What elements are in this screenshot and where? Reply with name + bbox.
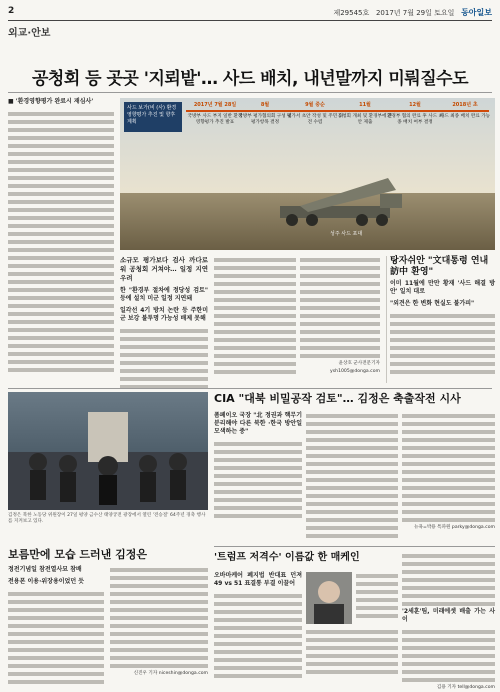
middle-byline: 윤상호 군사전문기자 ysh1005@donga.com bbox=[330, 361, 380, 374]
timeline-item: 12월 환경부 협의 완료 후 사드 최종 배치 여부 결정 bbox=[386, 102, 444, 125]
timeline-item: 2017년 7월 28일 국방부 사드 부지 일반 환경영향평가 추진 발표 bbox=[187, 102, 243, 125]
tang-article-title: 탕자쉬안 "文대통령 연내 訪中 환영" bbox=[390, 256, 489, 277]
headline-rule bbox=[8, 92, 492, 93]
middle-head-3: 일각선 4기 방치 논란 등 주한미군 보강 불투명 가능성 배제 못해 bbox=[120, 307, 208, 322]
tang-article-body bbox=[390, 280, 495, 383]
main-headline: 공청회 등 곳곳 '지뢰밭'… 사드 배치, 내년말까지 미뤄질수도 bbox=[31, 69, 468, 89]
right-lower-column bbox=[402, 552, 495, 690]
cia-kicker: 폼페이오 국장 "北 정권과 핵무기 분리해야 다른 북한 ·한국 방안일 모색하는 중" bbox=[214, 412, 302, 435]
kimjongun-photo-caption: 김정은 북한 노동당 위원장이 27일 평양 금수산 태양궁전 광장에서 열린 '전승절' 64주년 경축 행사를 지켜보고 있다. bbox=[8, 513, 206, 524]
cia-byline: 뉴욕=박용 특파원 parky@donga.com bbox=[414, 525, 495, 530]
trump-body-2 bbox=[306, 628, 398, 686]
tang-kicker: 이미 11월에 만만 황재 '사드 해결 방안' 일치 대로 bbox=[390, 280, 495, 295]
kimjongun-title: 보름만에 모습 드러낸 김정은 bbox=[8, 548, 147, 561]
kimjongun-body bbox=[8, 566, 104, 686]
tang-subhead: "외견은 한 변화 현실도 불가피" bbox=[390, 300, 475, 307]
page-number: 2 bbox=[8, 6, 15, 16]
middle-column-1 bbox=[120, 256, 208, 383]
trump-body-3 bbox=[356, 572, 398, 624]
kimjongun-kicker: 정전기념일 참전열사묘 참배 bbox=[8, 566, 82, 573]
cia-article-body-2 bbox=[306, 412, 398, 542]
kimjongun-body-2 bbox=[110, 566, 208, 686]
timeline-item: 11월 공청회 개최 및 환경부에 본안 제출 bbox=[337, 102, 393, 125]
trump-body bbox=[214, 572, 302, 686]
lead-column bbox=[8, 98, 114, 383]
mccain-photo bbox=[306, 572, 352, 624]
timeline-item: 9월 중순 평가서 초안 작성 및 주민 의견 수렴 bbox=[286, 102, 344, 125]
cia-article-body bbox=[214, 412, 302, 542]
section-label: 외교·안보 bbox=[8, 28, 51, 39]
masthead-rule bbox=[8, 20, 492, 21]
paper-name: 동아일보 bbox=[461, 8, 492, 17]
timeline-title-box: 사드 보가(비 (사) 환경영향평가 추진 및 향후 계획 bbox=[124, 102, 182, 132]
trump-kicker: 오바마케어 폐지법 반대표 던져 49 vs 51 표결통 부결 이끌어 bbox=[214, 572, 302, 587]
kimjongun-byline: 신진우 기자 niceshin@donga.com bbox=[133, 671, 208, 676]
issue-date: 2017년 7월 29일 토요일 bbox=[375, 9, 455, 17]
graphic-caption: 성주 사드 포대 bbox=[330, 231, 363, 237]
timeline bbox=[186, 102, 489, 162]
middle-column-3 bbox=[300, 256, 380, 383]
kimjongun-subhead: 전용폰 이용·위장용이었던 듯 bbox=[8, 578, 85, 585]
kimjongun-photo bbox=[8, 392, 208, 510]
timeline-item: 2018년 초 사드 최종 배치 완료 가능 bbox=[439, 102, 491, 119]
cia-article-title: CIA "대북 비밀공작 검토"… 김정은 축출작전 시사 bbox=[214, 392, 461, 405]
thaad-timeline-graphic bbox=[120, 98, 495, 250]
middle-head-1: 소규모 평가보다 검사 까다로워 공청회 거쳐야… 일정 지연 우려 bbox=[120, 256, 208, 282]
dateline bbox=[333, 7, 492, 18]
right-lower-byline: 김용 기자 tell@donga.com bbox=[436, 685, 495, 690]
lead-subhead: ■ '환경영향평가 완료시 재심사' bbox=[8, 98, 94, 105]
trump-title: '트럼프 저격수' 이름값 한 매케인 bbox=[214, 552, 360, 563]
cia-article-body-3 bbox=[402, 412, 495, 542]
middle-head-2: 한 "환경부 절차에 정당성 검토" 등에 설치 미군 일정 지연돼 bbox=[120, 287, 208, 302]
lead-body-text bbox=[8, 110, 114, 374]
thaad-launcher-illustration bbox=[270, 168, 410, 228]
masthead bbox=[8, 6, 492, 18]
issue-number: 제29545호 bbox=[333, 9, 370, 17]
middle-column-2 bbox=[214, 256, 296, 383]
right-lower-subhead: '2세훈'팀, 미래에셋 배출 가는 사이 bbox=[402, 608, 495, 623]
timeline-item: 8월 국방부 평가협의회 구성 및 평가항목 결정 bbox=[238, 102, 292, 125]
